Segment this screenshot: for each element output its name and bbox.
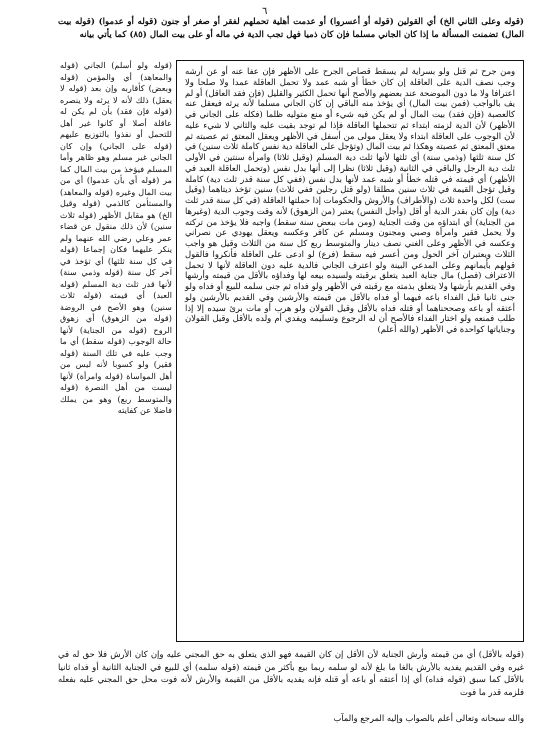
header-commentary bbox=[58, 16, 524, 42]
header-text: (قوله وعلى الثاني الخ) أي القولين (قوله أو أعسروا) أو عدمت أهلية تحملهم لفقر أو صغر أو جنون (قوله أو عدموا) (قوله بيت المال) تضمنت المسألة ما إذا كان الجاني مسلما فإن كان ذميا فهل تجب الدية في ماله أو على بيت المال (٨٥) كما يأتي بيانه bbox=[58, 17, 524, 40]
margin-commentary bbox=[60, 60, 172, 680]
closing-text: والله سبحانه وتعالى أعلم بالصواب وإليه المرجع والمآب bbox=[333, 713, 524, 723]
footer-commentary bbox=[58, 648, 524, 698]
main-text: ومن جرح ثم قتل ولو بسراية لم يسقط قصاص الجرح على الأظهر فإن عفا عنه أو عن أرشه وجب نصف الدية على العاقلة إن كان خطأ أو شبه عمد ولا تحمل العاقلة عمدا ولا صلحا ولا اعترافا ولا ما دون الموضحة عند بعضهم والأصح أنها تحمل الكثير والقليل (فإن فقد العاقل) أو لم يف بالواجب (فمن بيت المال) أي يؤخذ منه الباقي إن كان الجاني مسلما لأنه يرثه فيعقل عنه كالعصبة (فإن فقد) بيت المال أو لم يكن فيه شيء أو منع متوليه ظلما (فكله على الجاني في الأظهر) لأن الدية لزمته ابتداء ثم تتحملها العاقلة فإذا لم توجد بقيت عليه والثاني لا شيء عليه لأن الوجوب على العاقلة ابتداء ولا يعقل مولى من أسفل في الأظهر ويعقل المعتق ثم عصبته ثم معتق المعتق ثم عصبته وهكذا ثم بيت المال (وتؤجل على العاقلة دية نفس كاملة ثلاث سنين) في كل سنة ثلثها (وذمي سنة) أي ثلثها لأنها ثلث دية المسلم (وقيل ثلاثا) وامرأة سنتين في الأولى ثلث دية الرجل والباقي في الثانية (وقيل ثلاثا) نظرا إلى أنها بدل نفس (وتحمل العاقلة العبد في الأظهر) أي قيمته في قتله خطأ أو شبه عمد لأنها بدل نفس (ففي كل سنة قدر ثلث دية) كاملة وقيل تؤجل القيمة في ثلاث سنين مطلقا (ولو قتل رجلين ففي ثلاث) سنين تؤخذ ديتاهما (وقيل ست) لكل واحدة ثلاث (والأطراف) والأروش والحكومات إذا حملتها العاقلة (في كل سنة قدر ثلث دية) وإن كان بقدر الدية أو أقل (وأجل النفس) يعتبر (من الزهوق) لأنه وقت وجوب الدية (وغيرها من الجناية) أي ابتداؤه من وقت الجناية (ومن مات ببعض سنة سقط) واجبه فلا يؤخذ من تركته ولا يحمل فقير وامرأة وصبي ومجنون ومسلم عن كافر وعكسه ويعقل يهودي عن نصراني وعكسه في الأظهر وعلى الغني نصف دينار والمتوسط ربع كل سنة من الثلاث وقيل هو واجب الثلاث ويعتبران آخر الحول ومن أعسر فيه سقط (فرع) لو ادعى على العاقلة فأنكروا فالقول قولهم بأيمانهم وعلى المدعي البينة ولو اعترف الجاني فالدية عليه دون العاقلة لأنها لا تحمل الاعتراف (فصل) مال جناية العبد يتعلق برقبته ولسيده بيعه لها وفداؤه بالأقل من قيمته وأرشها وفي القديم بأرشها ولا يتعلق بذمته مع رقبته في الأظهر ولو فداه ثم جنى سلمه للبيع أو فداه ولو جنى ثانيا قبل الفداء باعه فيهما أو فداه بالأقل من قيمته والأرشين وفي القديم بالأرشين ولو أعتقه أو باعه وصححناهما أو قتله فداه بالأقل وقيل القولان ولو هرب أو مات برئ سيده إلا إذا طلب فمنعه ولو اختار الفداء فالأصح أن له الرجوع وتسليمه ويفدي أم ولده بالأقل وقيل القولان وجناياتها كواحدة في الأظهر (والله أعلم) bbox=[185, 66, 515, 334]
page-number: ٦ bbox=[262, 6, 268, 17]
main-text-frame bbox=[176, 60, 524, 642]
footer-text: (قوله بالأقل) أي من قيمته وأرش الجناية لأن الأقل إن كان القيمة فهو الذي يتعلق به حق المجني عليه وإن كان الأرش فلا حق له في غيره وفي القديم يفديه بالأرش بالغا ما بلغ لأنه لو سلمه ربما بيع بأكثر من قيمته (قوله سلمه) أي للبيع في الجناية الثانية أو فداه ثانيا بالأقل كما سبق (قوله فداه) أي إذا أعتقه أو باعه أو قتله فإنه يفديه بالأقل من القيمة والأرش لأنه فوت محل حق المجني عليه بفعله فلزمه قدر ما فوت bbox=[58, 649, 524, 697]
closing-line bbox=[58, 712, 524, 724]
margin-text: (قوله ولو أسلم) الجاني (قوله والمعاهد) أي والمؤمن (قوله وبعض) كأقاربه وإن بعد (قوله لا يعقل) ذلك لأنه لا يرثه ولا ينصره (قوله فإن فقد) بأن لم يكن له عاقلة أصلا أو كانوا غير أهل للتحمل أو نفذوا بالتوزيع عليهم (قوله على الجاني) وإن كان الجاني غير مسلم وهو ظاهر وأما المسلم فيؤخذ من بيت المال كما مر (قوله أي بأن عدموا) أي من بيت المال وغيره (قوله والمعاهد) والمستأمن كالذمي (قوله وقيل الخ) هو مقابل الأظهر (قوله ثلاث سنين) لأن ذلك منقول عن قضاء عمر وعلي رضي الله عنهما ولم ينكر عليهما فكان إجماعا (قوله في كل سنة ثلثها) أي تؤخذ في آخر كل سنة (قوله وذمي سنة) لأنها قدر ثلث دية المسلم (قوله العبد) أي قيمته (قوله ثلاث سنين) وهو الأصح في الروضة (قوله من الزهوق) أي زهوق الروح (قوله من الجناية) لأنها حالة الوجوب (قوله سقط) أي ما وجب عليه في تلك السنة (قوله فقير) ولو كسوبا لأنه ليس من أهل المواساة (قوله وامرأة) لأنها ليست من أهل النصرة (قوله والمتوسط ربع) وهو من يملك فاضلا عن كفايته bbox=[60, 60, 172, 415]
